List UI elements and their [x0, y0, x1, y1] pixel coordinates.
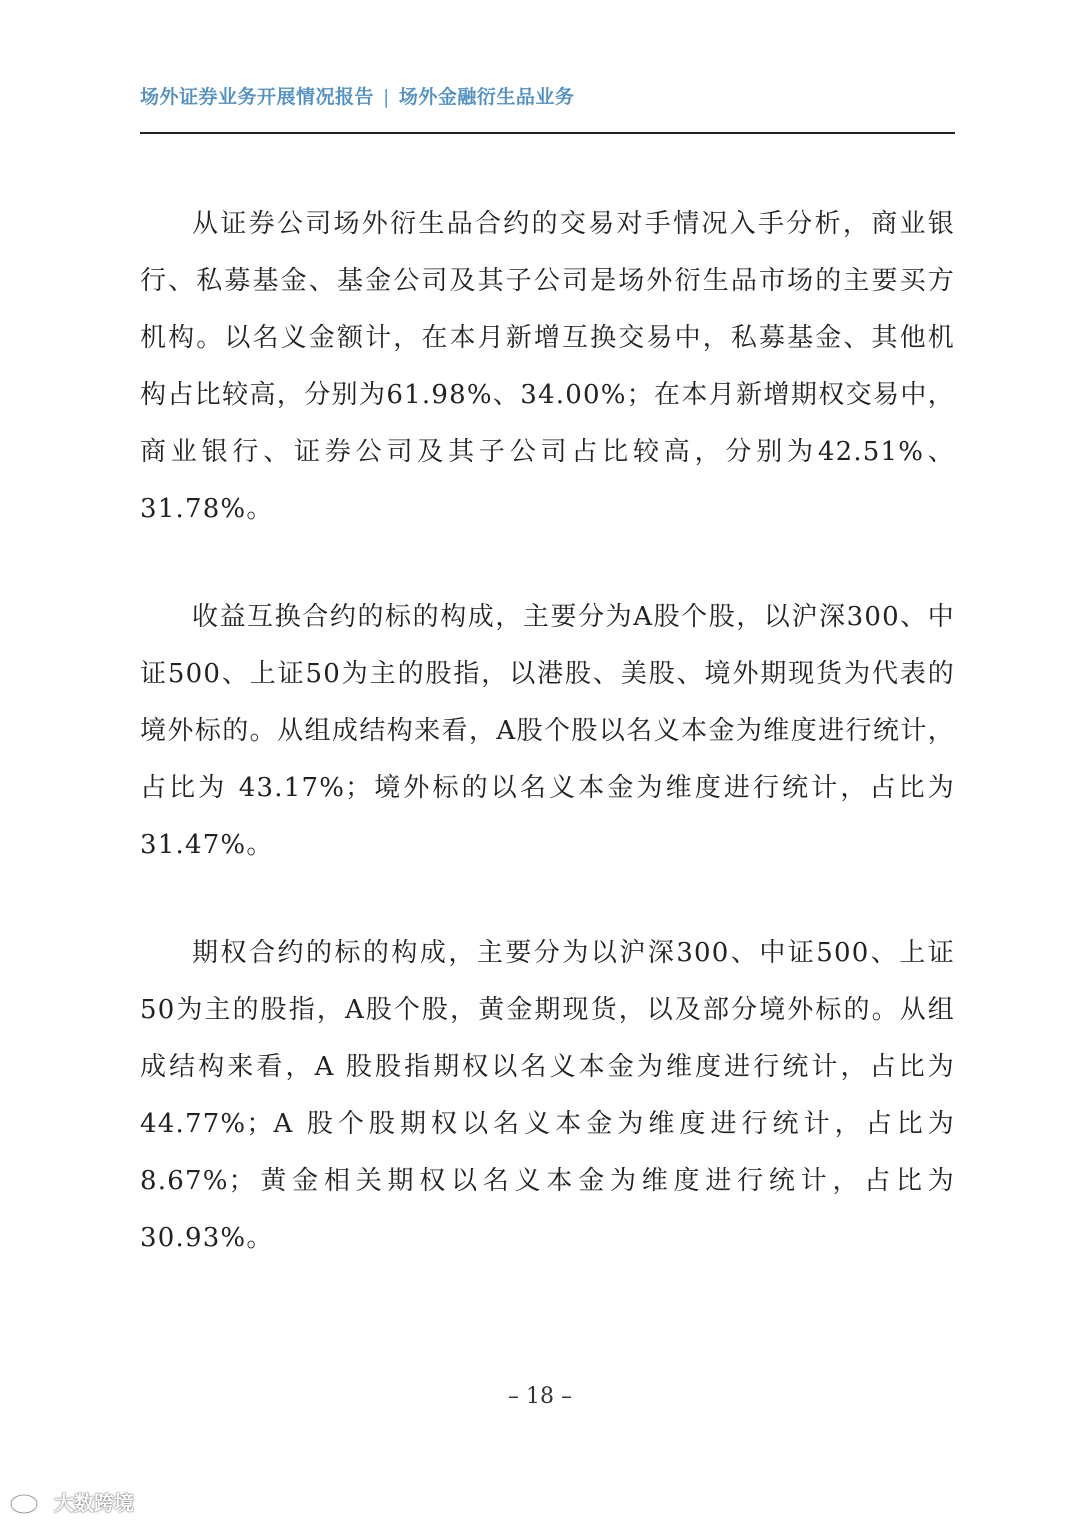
header-report-title: 场外证券业务开展情况报告	[140, 86, 375, 108]
paragraph-option-underlyings: 期权合约的标的构成，主要分为以沪深300、中证500、上证50为主的股指，A股个股，黄金期现货，以及部分境外标的。从组成结构来看，A 股股指期权以名义本金为维度进行统计，占比为 44.77%；A 股个股期权以名义本金为维度进行统计，占比为8.67%；黄金相关期权以名义本金为维度进行统计，占比为30.93%。	[140, 938, 955, 1253]
header-section-title: 场外金融衍生品业务	[398, 86, 575, 108]
page-number: – 18 –	[508, 1384, 572, 1409]
watermark-text: 大数跨境	[54, 1490, 134, 1515]
body-content	[140, 196, 955, 1318]
running-header	[140, 82, 955, 109]
paragraph-counterparties: 从证券公司场外衍生品合约的交易对手情况入手分析，商业银行、私募基金、基金公司及其子公司是场外衍生品市场的主要买方机构。以名义金额计，在本月新增互换交易中，私募基金、其他机构占比较高，分别为61.98%、34.00%；在本月新增期权交易中，商业银行、证券公司及其子公司占比较高，分别为42.51%、31.78%。	[140, 209, 955, 524]
header-rule	[140, 132, 955, 134]
weibo-logo-icon	[8, 1487, 48, 1515]
watermark	[8, 1484, 134, 1518]
paragraph-swap-underlyings: 收益互换合约的标的构成，主要分为A股个股，以沪深300、中证500、上证50为主的股指，以港股、美股、境外期现货为代表的境外标的。从组成结构来看，A股个股以名义本金为维度进行统计，占比为 43.17%；境外标的以名义本金为维度进行统计，占比为31.47%。	[140, 602, 955, 860]
header-separator: |	[383, 86, 390, 108]
